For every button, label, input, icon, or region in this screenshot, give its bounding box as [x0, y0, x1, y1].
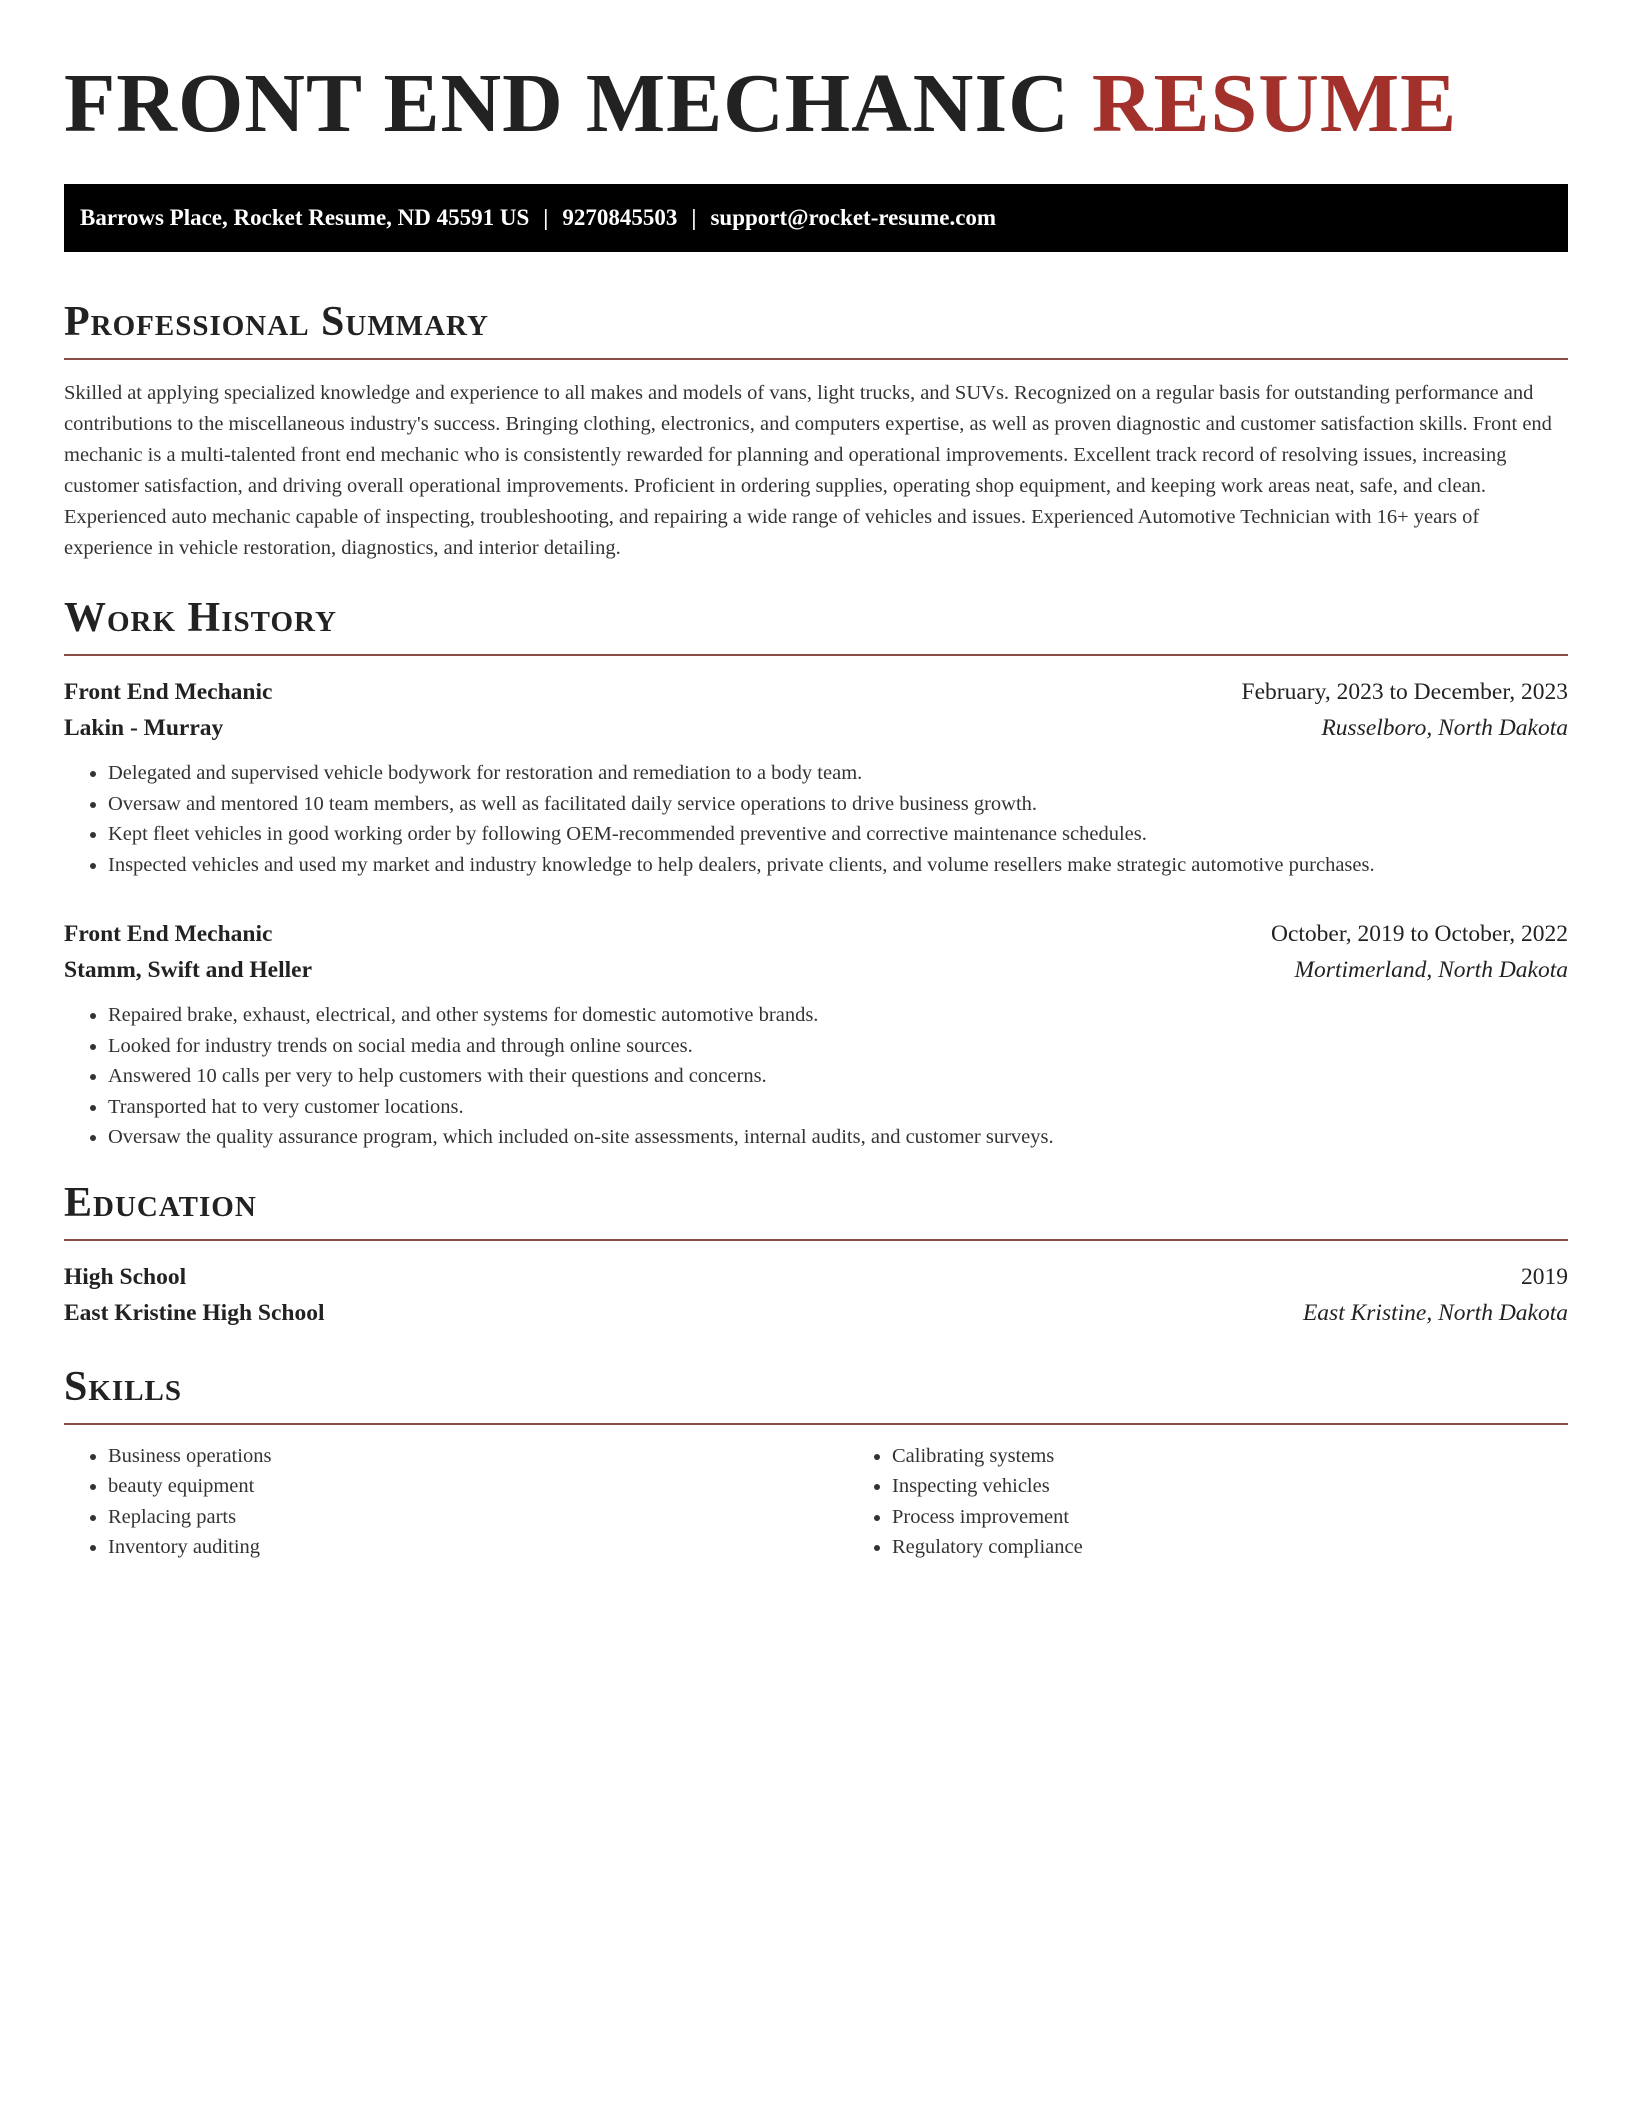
job-duty: • Delegated and supervised vehicle bodywork for restoration and remediation to a body team. [108, 758, 1568, 789]
job-dates: October, 2019 to October, 2022 [1270, 921, 1568, 947]
contact-phone: 9270845503 [562, 205, 678, 230]
job-title: Front End Mechanic [64, 679, 273, 705]
job-duty: • Oversaw the quality assurance program, which included on-site assessments, internal audits, and customer surveys. [108, 1122, 1568, 1153]
job-location: Russelboro, North Dakota [1321, 715, 1568, 741]
skill-item: • Regulatory compliance [892, 1532, 1632, 1563]
job-duty: • Looked for industry trends on social media and through online sources. [108, 1031, 1568, 1062]
job-entry [64, 916, 1568, 1153]
job-company-row [64, 952, 1568, 988]
section-divider [64, 1239, 1568, 1241]
skill-item: • beauty equipment [108, 1471, 848, 1502]
summary-text: Skilled at applying specialized knowledge and experience to all makes and models of vans, light trucks, and SUVs. Recognized on a regular basis for outstanding performance and contributions to the miscellaneous industry's success. Bringing clothing, electronics, and computers expertise, as well as proven diagnostic and customer satisfaction skills. Front end mechanic is a multi-talented front end mechanic who is consistently rewarded for planning and operational improvements. Excellent track record of resolving issues, increasing customer satisfaction, and driving overall operational improvements. Proficient in ordering supplies, operating shop equipment, and keeping work areas neat, safe, and clean. Experienced auto mechanic capable of inspecting, troubleshooting, and repairing a wide range of vehicles and issues. Experienced Automotive Technician with 16+ years of experience in vehicle restoration, diagnostics, and interior detailing. [64, 382, 1552, 559]
job-title-row [64, 916, 1568, 952]
skill-item: • Inventory auditing [108, 1532, 848, 1563]
contact-separator: | [691, 205, 697, 230]
education-school-row [64, 1295, 1568, 1331]
job-duty: • Answered 10 calls per very to help customers with their questions and concerns. [108, 1061, 1568, 1092]
job-company: Stamm, Swift and Heller [64, 957, 313, 983]
skill-item: • Inspecting vehicles [892, 1471, 1632, 1502]
job-entry [64, 674, 1568, 880]
education-heading: Education [64, 1179, 257, 1226]
job-duty: • Oversaw and mentored 10 team members, as well as facilitated daily service operations to drive business growth. [108, 789, 1568, 820]
education-location: East Kristine, North Dakota [1302, 1299, 1568, 1326]
skill-item: • Calibrating systems [892, 1441, 1632, 1472]
title-main: FRONT END MECHANIC [64, 57, 1070, 150]
title-accent: RESUME [1091, 57, 1458, 150]
work-history-heading: Work History [64, 595, 337, 641]
job-company-row [64, 710, 1568, 746]
education-degree-row [64, 1259, 1568, 1295]
contact-address: Barrows Place, Rocket Resume, ND 45591 US [80, 205, 530, 230]
section-divider [64, 358, 1568, 360]
skills-grid [64, 1441, 1568, 1563]
education-entry [64, 1259, 1568, 1331]
skill-item: • Business operations [108, 1441, 848, 1472]
job-duties [64, 758, 1568, 880]
skills-column-right [848, 1441, 1632, 1563]
resume-title [64, 56, 1568, 152]
education-year: 2019 [1521, 1263, 1568, 1290]
skill-item: • Process improvement [892, 1502, 1632, 1533]
section-divider [64, 654, 1568, 656]
education-degree: High School [64, 1263, 187, 1290]
job-duties [64, 1000, 1568, 1153]
job-duty: • Kept fleet vehicles in good working order by following OEM-recommended preventive and corrective maintenance schedules. [108, 819, 1568, 850]
job-title-row [64, 674, 1568, 710]
education-school: East Kristine High School [64, 1299, 325, 1326]
skills-heading: Skills [64, 1363, 183, 1410]
contact-separator: | [543, 205, 549, 230]
job-dates: February, 2023 to December, 2023 [1241, 679, 1568, 705]
job-location: Mortimerland, North Dakota [1294, 957, 1568, 983]
job-duty: • Inspected vehicles and used my market and industry knowledge to help dealers, private clients, and volume resellers make strategic automotive purchases. [108, 850, 1568, 881]
skills-column-left [64, 1441, 848, 1563]
contact-email: support@rocket-resume.com [710, 205, 997, 230]
contact-bar [64, 184, 1568, 252]
section-divider [64, 1423, 1568, 1425]
job-duty: • Transported hat to very customer locations. [108, 1092, 1568, 1123]
job-title: Front End Mechanic [64, 921, 273, 947]
summary-heading: Professional Summary [64, 299, 489, 345]
skill-item: • Replacing parts [108, 1502, 848, 1533]
job-duty: • Repaired brake, exhaust, electrical, and other systems for domestic automotive brands. [108, 1000, 1568, 1031]
job-company: Lakin - Murray [64, 715, 224, 741]
